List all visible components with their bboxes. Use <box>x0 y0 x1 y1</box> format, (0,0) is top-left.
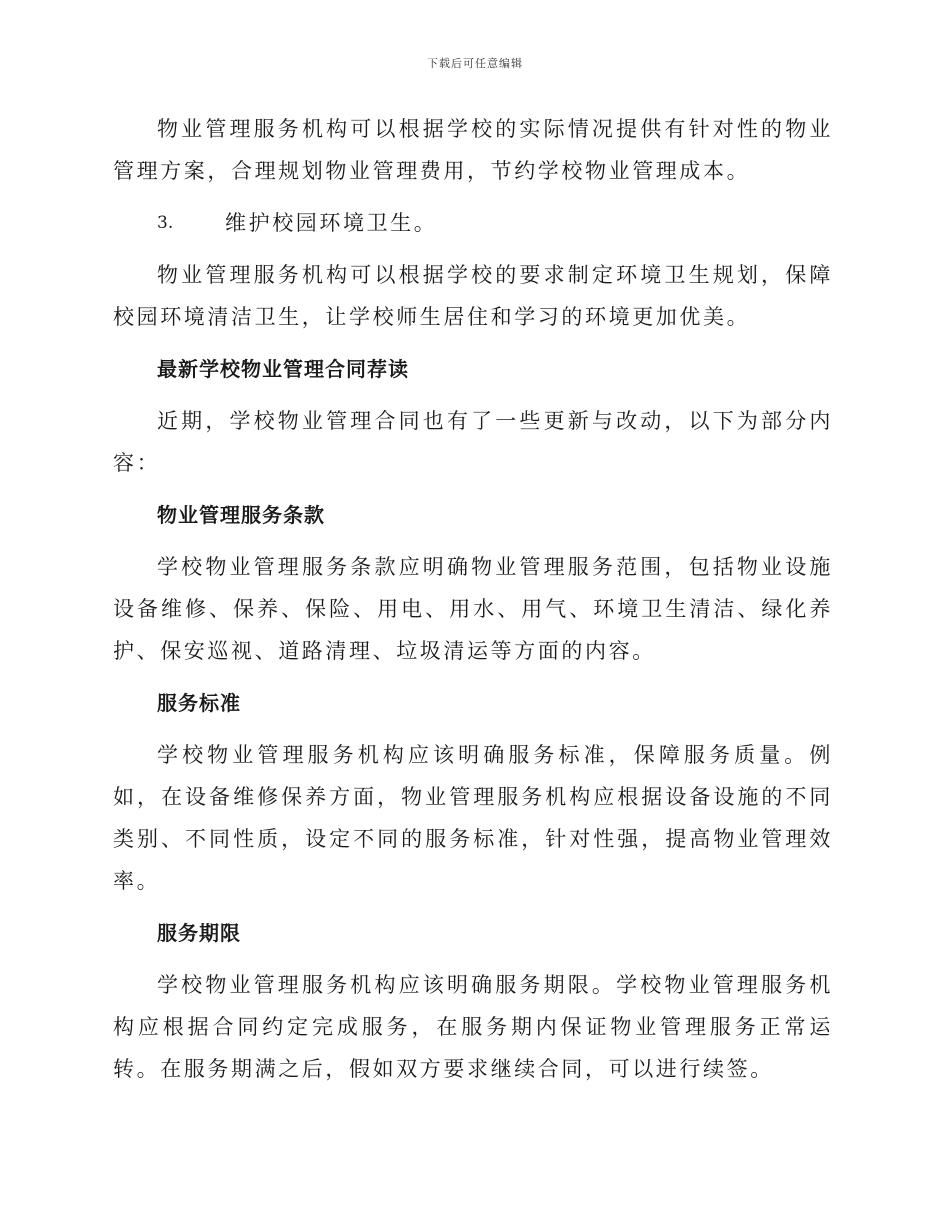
document-body <box>113 108 833 1100</box>
heading-contract-recommendation: 最新学校物业管理合同荐读 <box>157 357 409 381</box>
heading-service-standards: 服务标准 <box>157 691 241 715</box>
paragraph-contract-updates: 近期，学校物业管理合同也有了一些更新与改动，以下为部分内容： <box>113 409 833 475</box>
paragraph-service-terms: 学校物业管理服务条款应明确物业管理服务范围，包括物业设施设备维修、保养、保险、用电、用水、用气、环境卫生清洁、绿化养护、保安巡视、道路清理、垃圾清运等方面的内容。 <box>113 555 833 663</box>
heading-service-terms: 物业管理服务条款 <box>157 503 325 527</box>
item-number: 3. <box>157 213 174 233</box>
item-text: 维护校园环境卫生。 <box>225 211 438 235</box>
paragraph-service-period: 学校物业管理服务机构应该明确服务期限。学校物业管理服务机构应根据合同约定完成服务，在服务期内保证物业管理服务正常运转。在服务期满之后，假如双方要求继续合同，可以进行续签。 <box>113 973 833 1081</box>
page-header: 下载后可任意编辑 <box>427 57 523 70</box>
paragraph-cost-planning: 物业管理服务机构可以根据学校的实际情况提供有针对性的物业管理方案，合理规划物业管理费用，节约学校物业管理成本。 <box>113 117 833 183</box>
paragraph-environment: 物业管理服务机构可以根据学校的要求制定环境卫生规划，保障校园环境清洁卫生，让学校师生居住和学习的环境更加优美。 <box>113 263 833 329</box>
numbered-item-3 <box>113 202 833 244</box>
paragraph-service-standards: 学校物业管理服务机构应该明确服务标准，保障服务质量。例如，在设备维修保养方面，物业管理服务机构应根据设备设施的不同类别、不同性质，设定不同的服务标准，针对性强，提高物业管理效率。 <box>113 743 833 893</box>
heading-service-period: 服务期限 <box>157 921 241 945</box>
